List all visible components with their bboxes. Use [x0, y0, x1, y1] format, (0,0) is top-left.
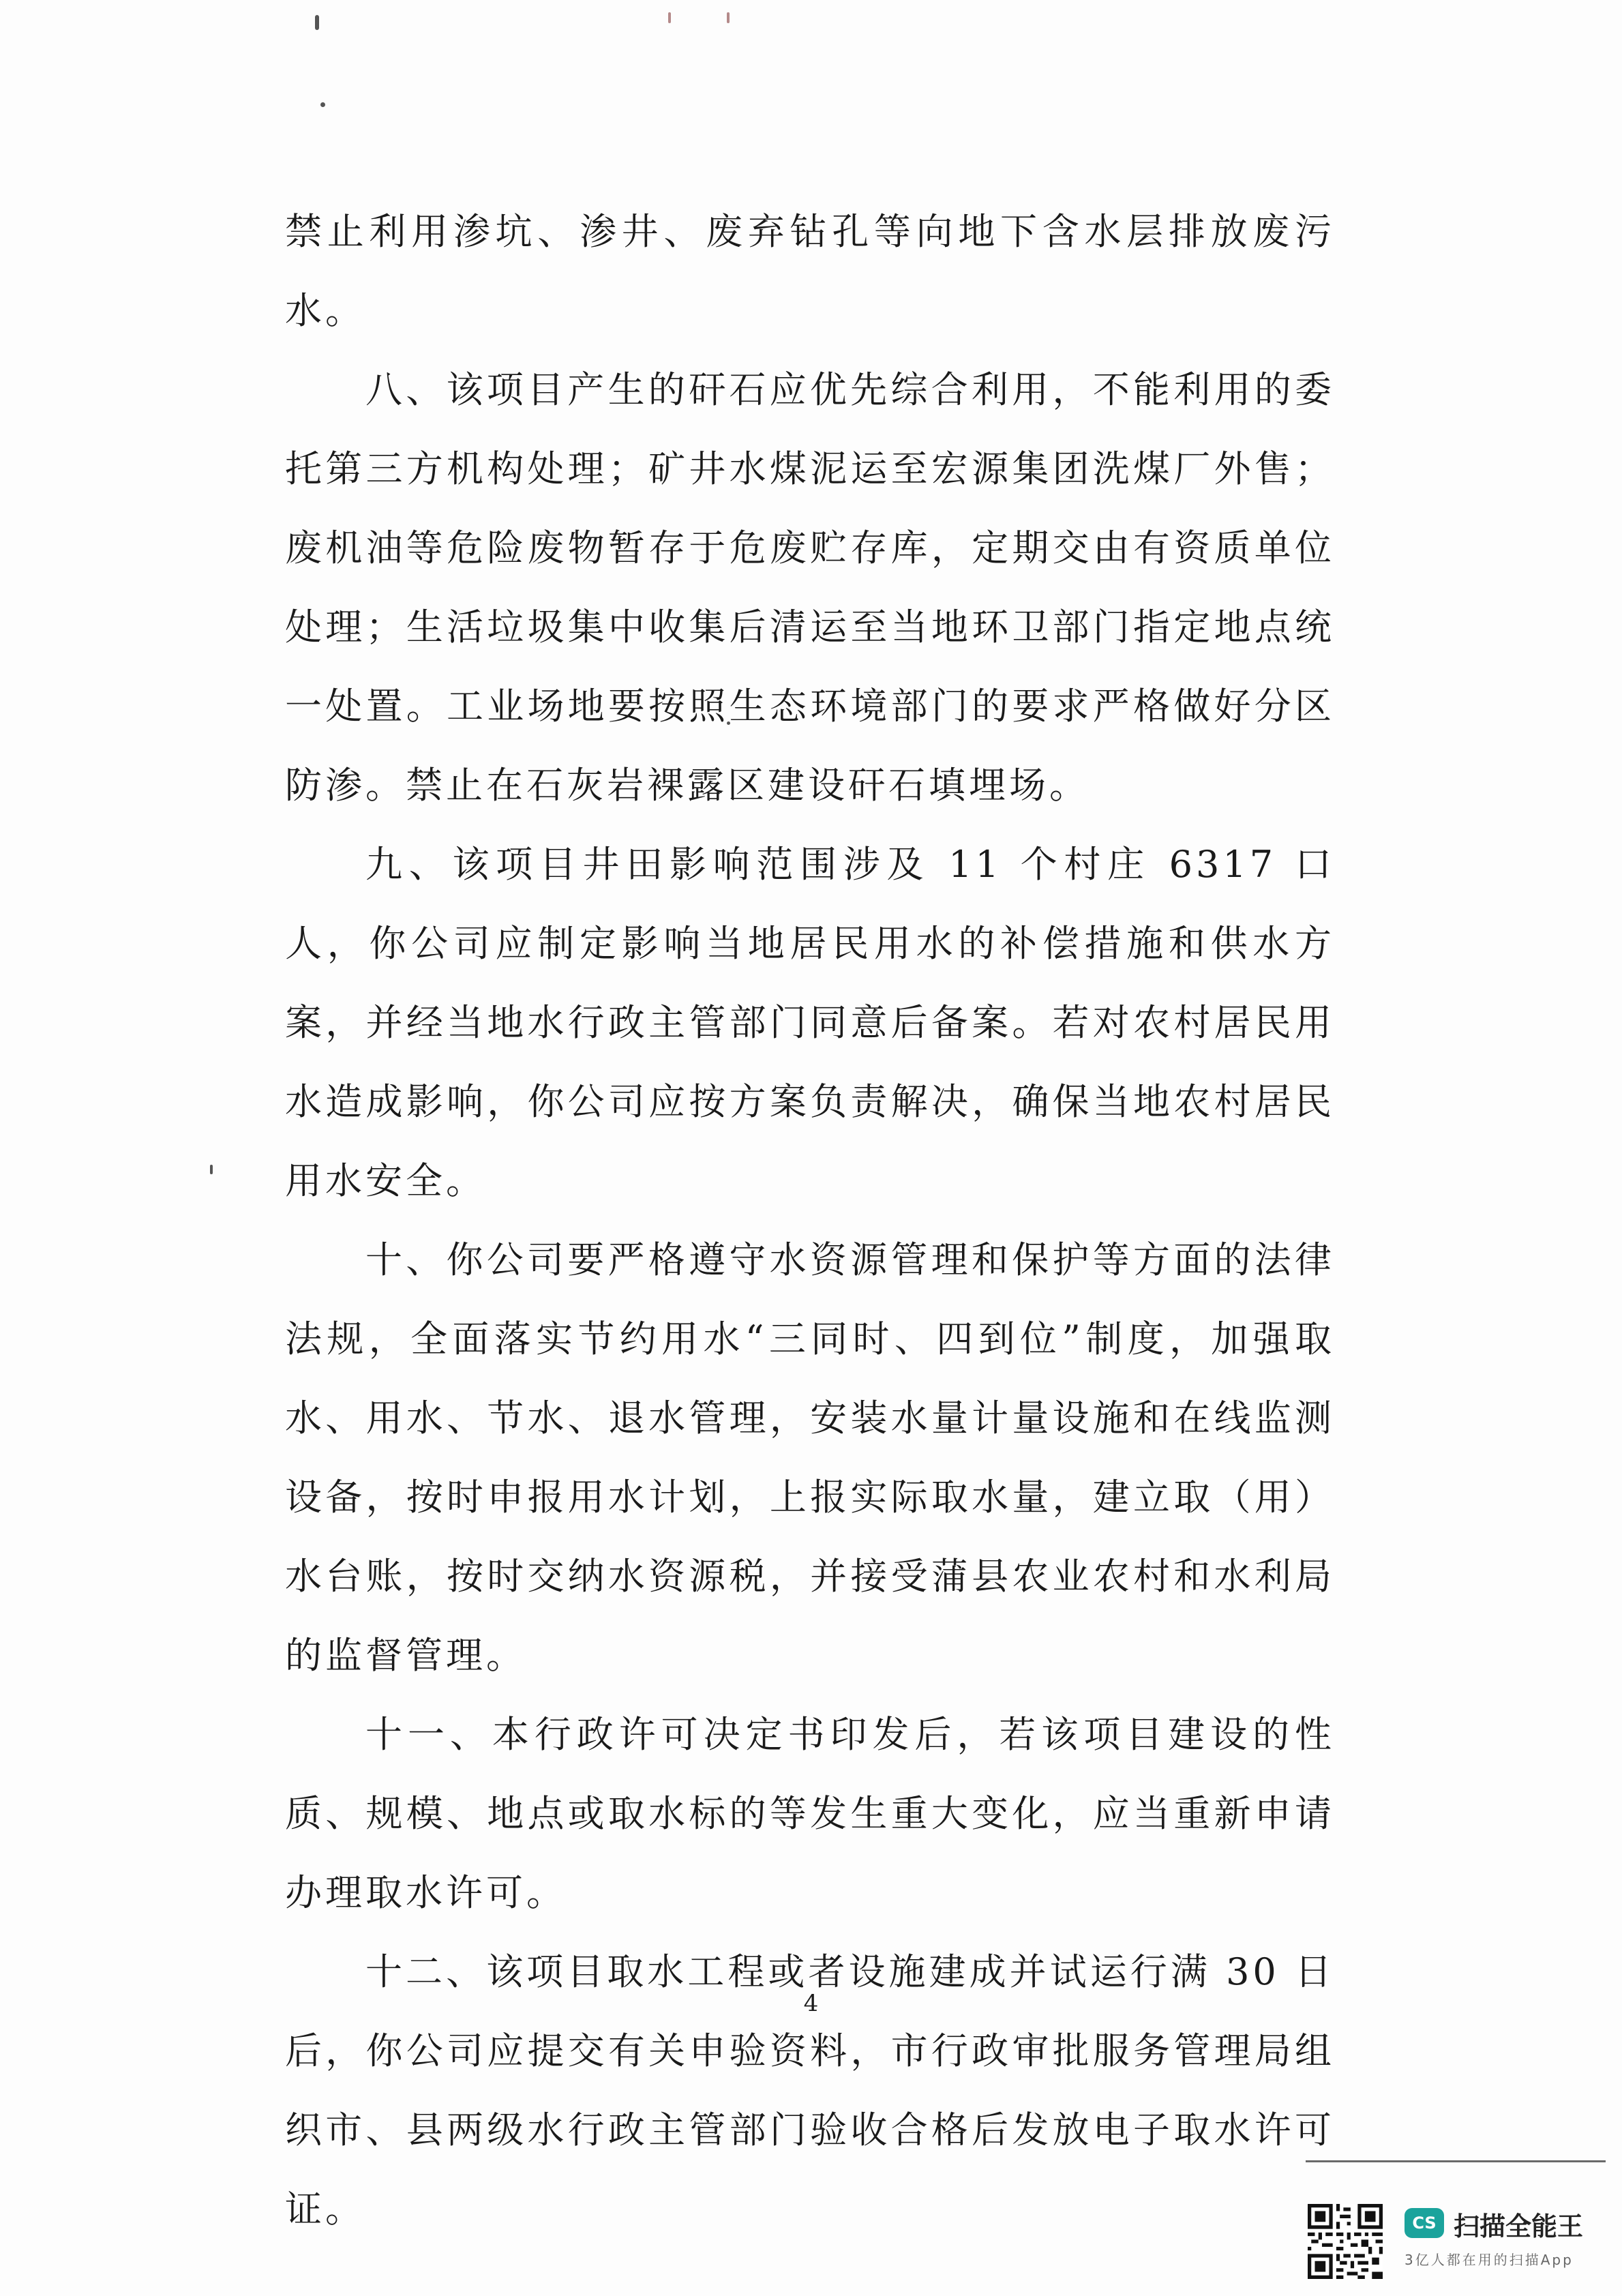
- paragraph-item-8: 八、该项目产生的矸石应优先综合利用，不能利用的委托第三方机构处理；矿井水煤泥运至宏源集团洗煤厂外售；废机油等危险废物暂存于危废贮存库，定期交由有资质单位处理；生活垃圾集中收集后清运至当地环卫部门指定地点统一处置。工业场地要按照生态环境部门的要求严格做好分区防渗。禁止在石灰岩裸露区建设矸石填埋场。: [285, 368, 1335, 807]
- paragraph-item-12: 十二、该项目取水工程或者设施建成并试运行满 30 日后，你公司应提交有关申验资料，市行政审批服务管理局组织市、县两级水行政主管部门验收合格后发放电子取水许可证。: [285, 1950, 1335, 2231]
- paragraph-item-9: 九、该项目井田影响范围涉及 11 个村庄 6317 口人，你公司应制定影响当地居民用水的补偿措施和供水方案，并经当地水行政主管部门同意后备案。若对农村居民用水造成影响，你公司应按方案负责解决，确保当地农村居民用水安全。: [285, 843, 1335, 1202]
- paragraph-item-11: 十一、本行政许可决定书印发后，若该项目建设的性质、规模、地点或取水标的等发生重大变化，应当重新申请办理取水许可。: [285, 1713, 1335, 1914]
- paragraph-item-10: 十、你公司要严格遵守水资源管理和保护等方面的法律法规，全面落实节约用水“三同时、四到位”制度，加强取水、用水、节水、退水管理，安装水量计量设施和在线监测设备，按时申报用水计划，上报实际取水量，建立取（用）水台账，按时交纳水资源税，并接受蒲县农业农村和水利局的监督管理。: [285, 1238, 1335, 1677]
- qr-code-icon: [1308, 2204, 1383, 2279]
- brand-tagline: 3亿人都在用的扫描App: [1405, 2252, 1574, 2268]
- document-body: [285, 192, 1335, 2249]
- scanner-watermark: [1308, 2204, 1608, 2286]
- scan-edge-line: [1306, 2160, 1606, 2162]
- brand-name: 扫描全能王: [1454, 2211, 1584, 2241]
- scan-speck: [320, 102, 325, 107]
- camscanner-logo: CS: [1405, 2208, 1444, 2238]
- paragraph-continuation: 禁止利用渗坑、渗井、废弃钻孔等向地下含水层排放废污水。: [285, 210, 1335, 332]
- page-number: 4: [803, 1990, 819, 2017]
- scan-speck: [727, 12, 730, 23]
- scan-speck: [668, 12, 671, 23]
- scan-speck: [315, 15, 319, 30]
- scan-speck: [210, 1165, 213, 1174]
